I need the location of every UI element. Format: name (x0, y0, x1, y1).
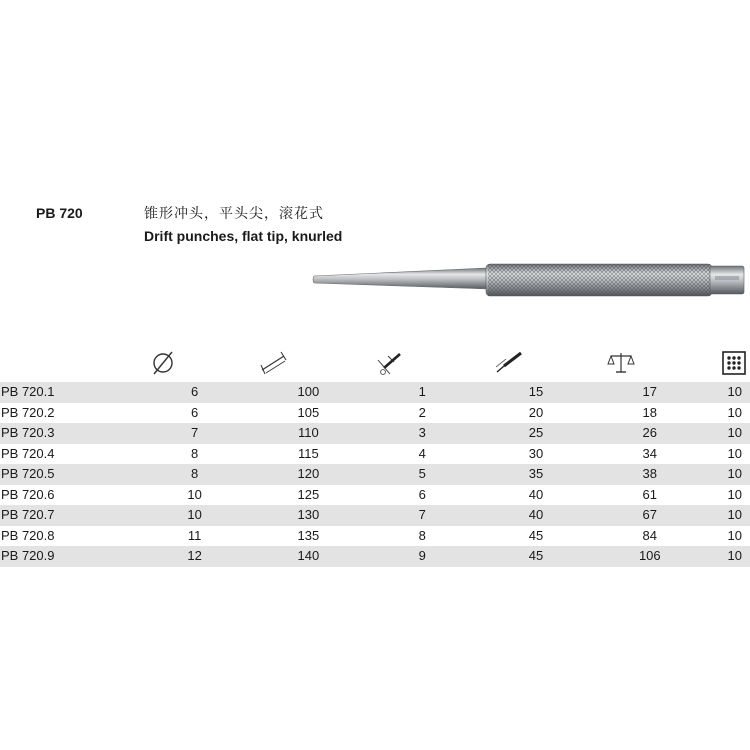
specs-table (0, 382, 750, 567)
table-row: PB 720.8 11 135 8 45 84 10 (1, 527, 742, 543)
product-title-en: Drift punches, flat tip, knurled (144, 228, 343, 244)
drift-punch-image (312, 262, 748, 298)
table-row: PB 720.5 8 120 5 35 38 10 (0, 464, 750, 485)
table-row: PB 720.6 10 125 6 40 61 10 (1, 486, 742, 502)
product-title-cn: 锥形冲头，平头尖，滚花式 (144, 206, 324, 222)
weight-scale-icon (606, 350, 636, 376)
pack-quantity-icon (720, 350, 750, 376)
product-code: PB 720 (36, 205, 83, 221)
table-row: PB 720.7 10 130 7 40 67 10 (0, 505, 750, 526)
length-icon (258, 350, 288, 376)
tip-diameter-icon (376, 350, 406, 376)
table-row: PB 720.2 6 105 2 20 18 10 (1, 404, 742, 420)
table-row: PB 720.4 8 115 4 30 34 10 (1, 445, 742, 461)
table-row: PB 720.9 12 140 9 45 106 10 (0, 546, 750, 567)
diameter-icon (148, 350, 178, 376)
table-row: PB 720.3 7 110 3 25 26 10 (0, 423, 750, 444)
tip-length-icon (494, 350, 524, 376)
table-row: PB 720.1 6 100 1 15 17 10 (0, 382, 750, 403)
